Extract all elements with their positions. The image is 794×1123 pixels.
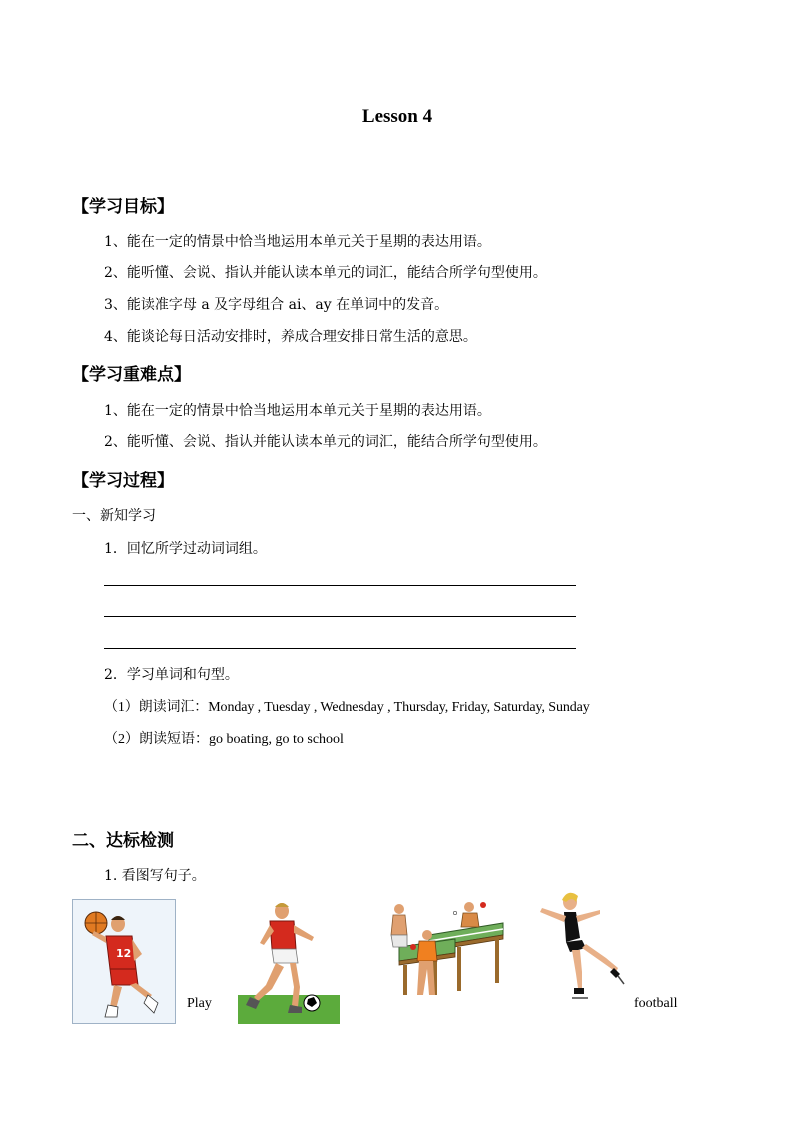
football-player-image: [238, 897, 340, 1024]
part1-heading: 一、新知学习: [72, 508, 156, 524]
label-play: Play: [187, 996, 212, 1011]
keypoint-item-1: 1、能在一定的情景中恰当地运用本单元关于星期的表达用语。: [104, 403, 491, 419]
keypoint-item-2: 2、能听懂、会说、指认并能认读本单元的词汇，能结合所学句型使用。: [104, 434, 547, 450]
goal-item-4: 4、能谈论每日活动安排时，养成合理安排日常生活的意思。: [104, 329, 477, 345]
svg-text:12: 12: [116, 947, 132, 960]
question-2: 2．学习单词和句型。: [104, 667, 239, 683]
page-title: Lesson 4: [361, 106, 433, 127]
part2-heading: 二、达标检测: [72, 831, 174, 851]
part2-question-1: 1. 看图写句子。: [104, 868, 206, 884]
process-heading: 【学习过程】: [72, 471, 174, 491]
goal-item-2: 2、能听懂、会说、指认并能认读本单元的词汇，能结合所学句型使用。: [104, 265, 547, 281]
answer-line-1[interactable]: [104, 585, 576, 586]
label-football: football: [634, 996, 678, 1011]
read-vocabulary: （1）朗读词汇：Monday , Tuesday , Wednesday , Thursday, Friday, Saturday, Sunday: [104, 700, 590, 715]
read-phrases: （2）朗读短语：go boating, go to school: [104, 732, 344, 747]
figure-skater-image: [536, 888, 626, 1006]
table-tennis-image: [385, 895, 505, 998]
answer-line-2[interactable]: [104, 616, 576, 617]
keypoints-heading: 【学习重难点】: [72, 365, 191, 385]
question-1: 1．回忆所学过动词词组。: [104, 541, 267, 557]
basketball-player-image: [72, 899, 176, 1024]
goals-heading: 【学习目标】: [72, 197, 174, 217]
goal-item-3: 3、能读准字母 a 及字母组合 ai、ay 在单词中的发音。: [104, 297, 449, 313]
goal-item-1: 1、能在一定的情景中恰当地运用本单元关于星期的表达用语。: [104, 234, 491, 250]
answer-line-3[interactable]: [104, 648, 576, 649]
